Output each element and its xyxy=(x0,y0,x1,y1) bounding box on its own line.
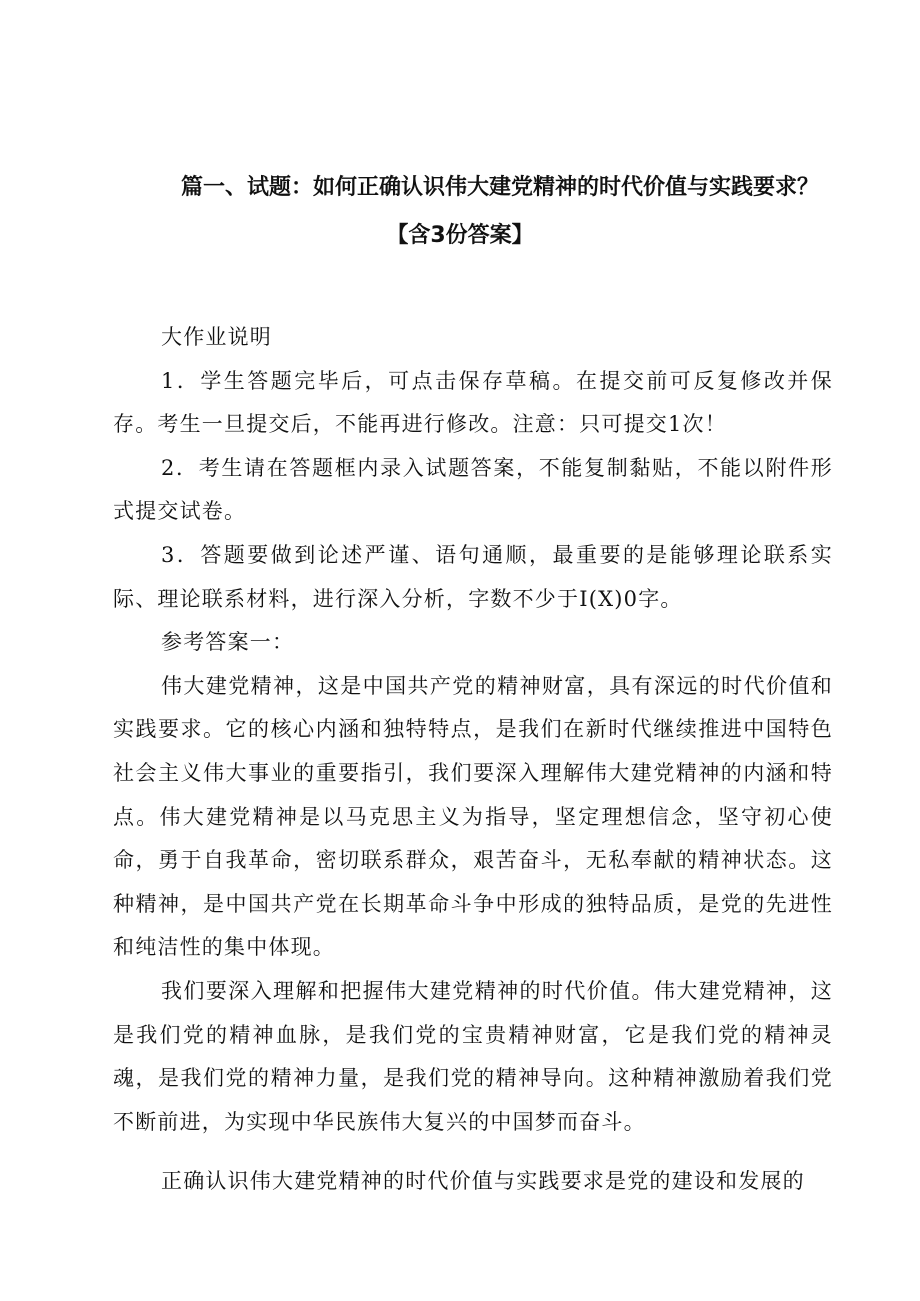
document-subtitle: 【含3份答案】 xyxy=(386,223,534,248)
answer-label: 参考答案一： xyxy=(161,630,295,655)
instruction-item: 1．学生答题完毕后，可点击保存草稿。在提交前可反复修改并保存。考生一旦提交后，不能再进行修改。注意：只可提交1次！ xyxy=(113,368,833,437)
document-body xyxy=(113,316,833,1204)
document-title: 篇一、试题：如何正确认识伟大建党精神的时代价值与实践要求？ xyxy=(180,175,819,200)
body-paragraph: 正确认识伟大建党精神的时代价值与实践要求是党的建设和发展的 xyxy=(161,1169,805,1194)
instruction-item: 2．考生请在答题框内录入试题答案，不能复制黏贴，不能以附件形式提交试卷。 xyxy=(113,455,833,524)
body-paragraph: 伟大建党精神，这是中国共产党的精神财富，具有深远的时代价值和实践要求。它的核心内涵和独特特点，是我们在新时代继续推进中国特色社会主义伟大事业的重要指引，我们要深入理解伟大建党精神的内涵和特点。伟大建党精神是以马克思主义为指导，坚定理想信念，坚守初心使命，勇于自我革命，密切联系群众，艰苦奋斗，无私奉献的精神状态。这种精神，是中国共产党在长期革命斗争中形成的独特品质，是党的先进性和纯洁性的集中体现。 xyxy=(113,673,833,960)
instruction-item: 3．答题要做到论述严谨、语句通顺，最重要的是能够理论联系实际、理论联系材料，进行深入分析，字数不少于I(X)0字。 xyxy=(113,542,833,611)
body-paragraph: 我们要深入理解和把握伟大建党精神的时代价值。伟大建党精神，这是我们党的精神血脉，是我们党的宝贵精神财富，它是我们党的精神灵魂，是我们党的精神力量，是我们党的精神导向。这种精神激励着我们党不断前进，为实现中华民族伟大复兴的中国梦而奋斗。 xyxy=(113,978,833,1134)
section-heading: 大作业说明 xyxy=(161,325,272,349)
